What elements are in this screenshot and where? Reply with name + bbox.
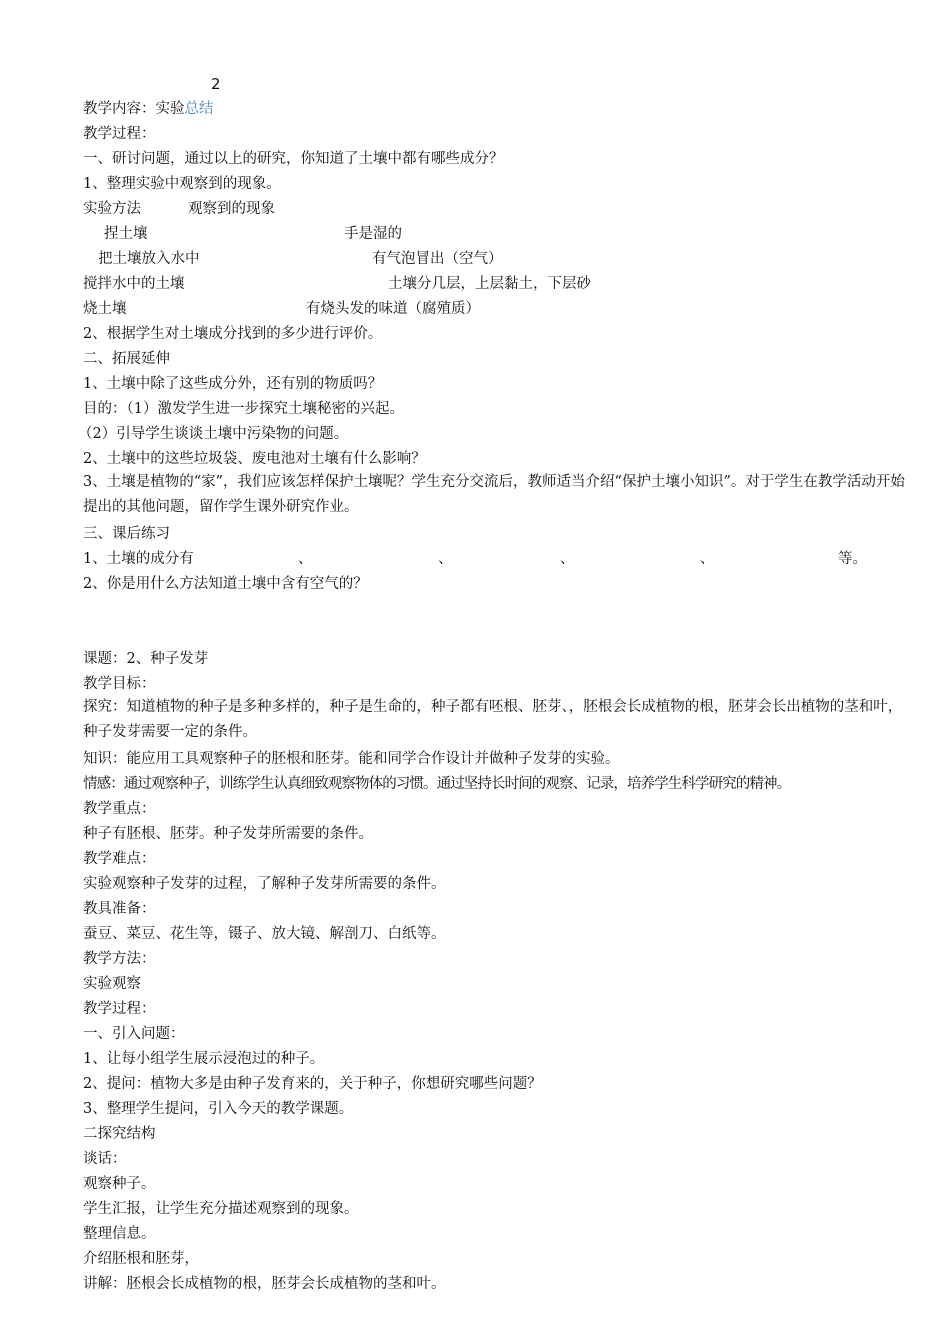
goal-emotion: 情感：通过观察种子，训练学生认真细致观察物体的习惯。通过坚持长时间的观察、记录，培养学生科学研究的精神。 bbox=[83, 776, 791, 792]
table-header-result: 观察到的现象 bbox=[188, 201, 275, 217]
key-text: 种子有胚根、胚芽。种子发芽所需要的条件。 bbox=[83, 826, 373, 842]
goal-explore: 探究：知道植物的种子是多种多样的，种子是生命的，种子都有呸根、胚芽、，胚根会长成植物的根，胚芽会长出植物的茎和叶，种子发芽需要一定的条件。 bbox=[83, 699, 903, 740]
section-3-title: 三、课后练习 bbox=[83, 526, 170, 542]
goal-heading: 教学目标： bbox=[83, 676, 156, 692]
item-1: 1、整理实验中观察到的现象。 bbox=[83, 176, 281, 192]
intro-item-2: 2、提问：植物大多是由种子发育来的，关于种子，你想研究哪些问题？ bbox=[83, 1076, 542, 1092]
introduce-radicle: 介绍胚根和胚芽， bbox=[83, 1251, 199, 1267]
table-cell-method: 把土壤放入水中 bbox=[98, 251, 200, 267]
method-text: 实验观察 bbox=[83, 976, 141, 992]
organize-info: 整理信息。 bbox=[83, 1226, 156, 1242]
section-2-title: 二、拓展延伸 bbox=[83, 351, 170, 367]
table-cell-result: 有烧头发的味道（腐殖质） bbox=[306, 301, 480, 317]
exercise-2: 2、你是用什么方法知道土壤中含有空气的？ bbox=[83, 576, 368, 592]
blank-separator: 、 bbox=[560, 551, 575, 567]
method-heading: 教学方法： bbox=[83, 951, 156, 967]
section-1-title: 一、研讨问题，通过以上的研究，你知道了土壤中都有哪些成分？ bbox=[83, 151, 504, 167]
exercise-1-start: 1、土壤的成分有 bbox=[83, 551, 194, 567]
process-heading-2: 教学过程： bbox=[83, 1001, 156, 1017]
table-cell-result: 手是湿的 bbox=[344, 226, 402, 242]
table-cell-method: 烧土壤 bbox=[83, 301, 127, 317]
purpose-2: （2）引导学生谈谈土壤中污染物的问题。 bbox=[78, 426, 349, 442]
talk-label: 谈话： bbox=[83, 1151, 127, 1167]
blank-separator: 、 bbox=[700, 551, 715, 567]
tools-heading: 教具准备： bbox=[83, 901, 156, 917]
table-cell-result: 土壤分几层，上层黏土，下层砂 bbox=[388, 276, 591, 292]
item-2: 2、根据学生对土壤成分找到的多少进行评价。 bbox=[83, 326, 383, 342]
extension-2: 2、土壤中的这些垃圾袋、废电池对土壤有什么影响？ bbox=[83, 451, 426, 467]
goal-knowledge: 知识：能应用工具观察种子的胚根和胚芽。能和同学合作设计并做种子发芽的实验。 bbox=[83, 751, 620, 767]
extension-1: 1、土壤中除了这些成分外，还有别的物质吗？ bbox=[83, 376, 383, 392]
difficulty-heading: 教学难点： bbox=[83, 851, 156, 867]
intro-item-1: 1、让每小组学生展示浸泡过的种子。 bbox=[83, 1051, 325, 1067]
tools-text: 蚕豆、菜豆、花生等，镊子、放大镜、解剖刀、白纸等。 bbox=[83, 926, 446, 942]
explore-title: 二探究结构 bbox=[83, 1126, 156, 1142]
teaching-content-label: 教学内容：实验 bbox=[83, 101, 185, 117]
extension-3: 3、土壤是植物的“家”，我们应该怎样保护土壤呢？学生充分交流后，教师适当介绍“保护土壤小知识”。对于学生在教学活动开始提出的其他问题，留作学生课外研究作业。 bbox=[83, 474, 905, 515]
lesson-topic: 课题：2、种子发芽 bbox=[83, 651, 209, 667]
page-number: 2 bbox=[211, 75, 221, 93]
intro-title: 一、引入问题： bbox=[83, 1026, 185, 1042]
table-cell-method: 搅拌水中的土壤 bbox=[83, 276, 185, 292]
explanation: 讲解：胚根会长成植物的根，胚芽会长成植物的茎和叶。 bbox=[83, 1276, 446, 1292]
intro-item-3: 3、整理学生提问，引入今天的教学课题。 bbox=[83, 1101, 354, 1117]
table-header-method: 实验方法 bbox=[83, 201, 141, 217]
exercise-1-end: 等。 bbox=[838, 551, 867, 567]
table-cell-method: 捏土壤 bbox=[104, 226, 148, 242]
difficulty-text: 实验观察种子发芽的过程，了解种子发芽所需要的条件。 bbox=[83, 876, 446, 892]
process-heading: 教学过程： bbox=[83, 126, 156, 142]
teaching-content-line bbox=[83, 100, 214, 118]
key-heading: 教学重点： bbox=[83, 801, 156, 817]
purpose-1: 目的：（1）激发学生进一步探究土壤秘密的兴起。 bbox=[83, 401, 404, 417]
table-cell-result: 有气泡冒出（空气） bbox=[372, 251, 503, 267]
teaching-content-highlight: 总结 bbox=[184, 101, 214, 117]
blank-separator: 、 bbox=[438, 551, 453, 567]
observe-seeds: 观察种子。 bbox=[83, 1176, 156, 1192]
blank-separator: 、 bbox=[298, 551, 313, 567]
student-report: 学生汇报，让学生充分描述观察到的现象。 bbox=[83, 1201, 359, 1217]
